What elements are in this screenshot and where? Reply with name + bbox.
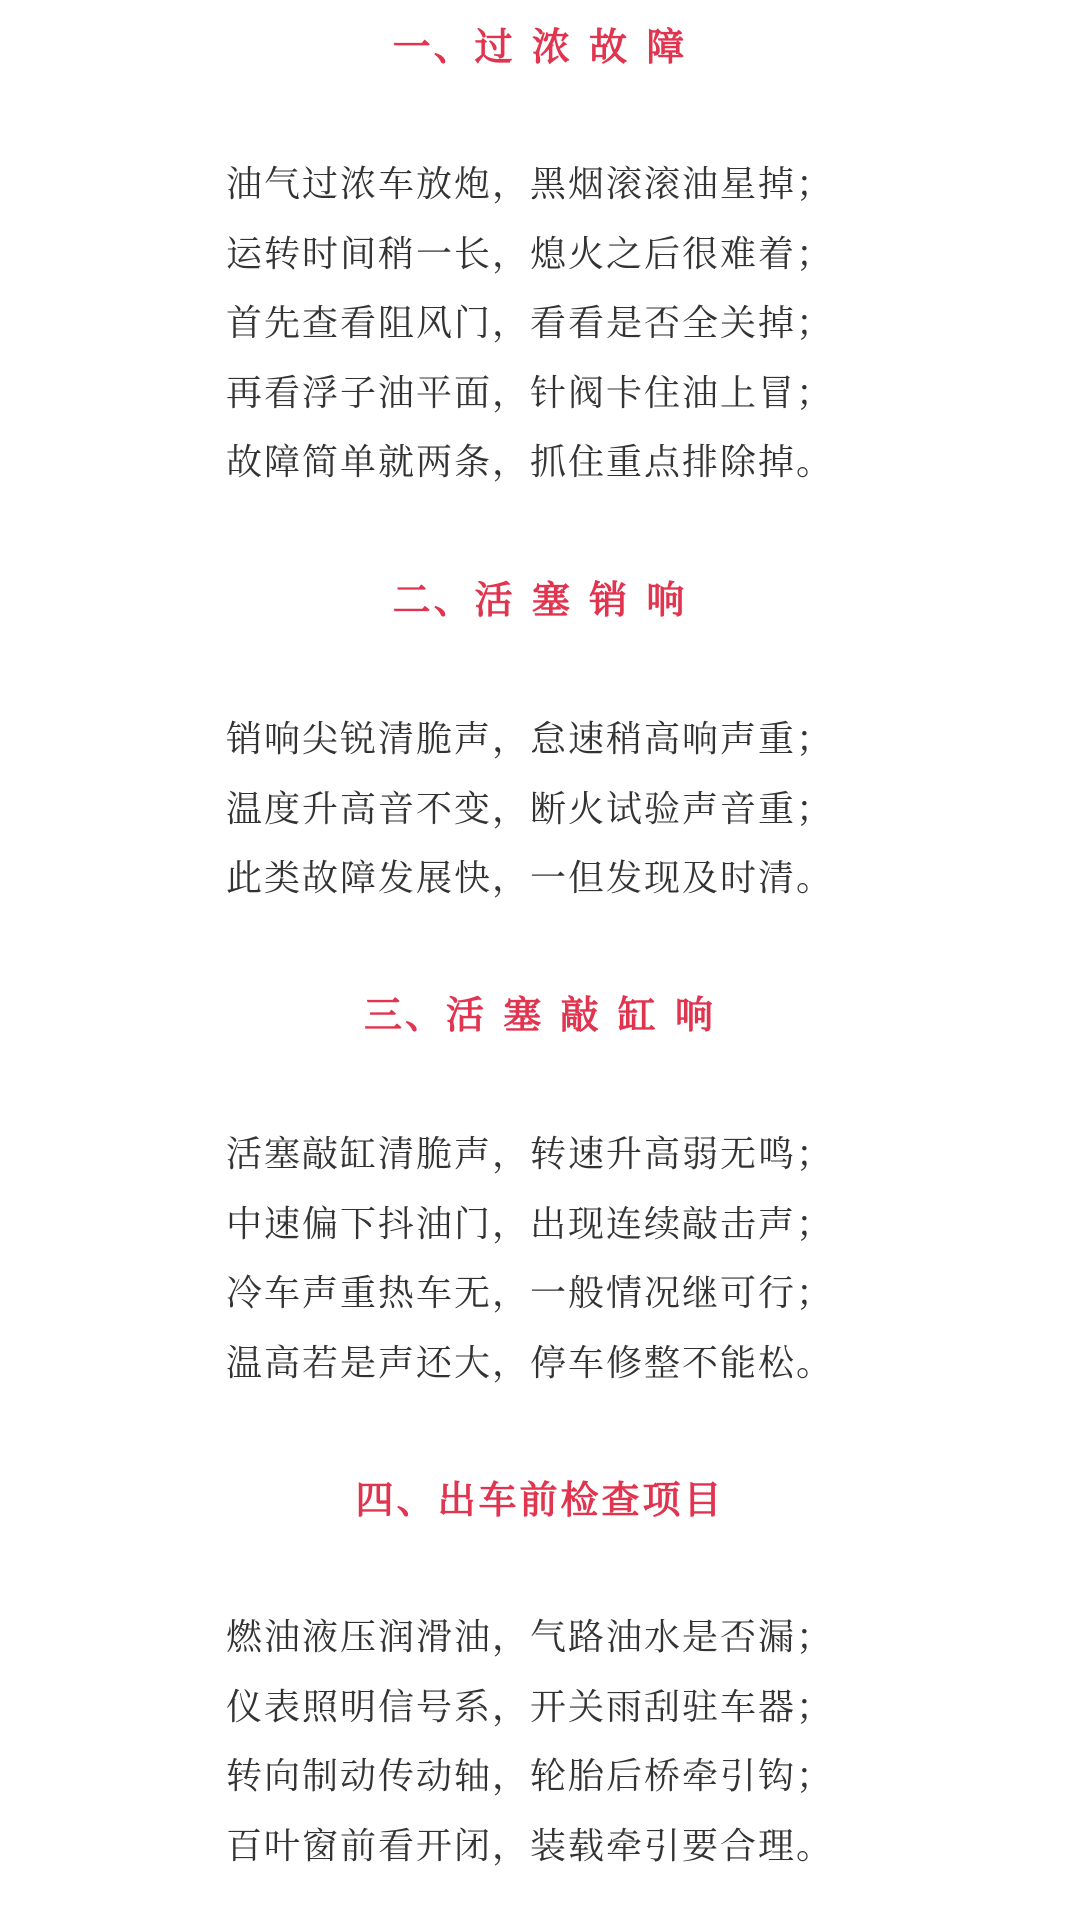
section-verse-piston-pin-noise [226,705,926,914]
section-heading-piston-pin-noise: 二、活 塞 销 响 [392,578,688,622]
verse-line: 百叶窗前看开闭，装载牵引要合理。 [226,1825,835,1867]
verse-line: 运转时间稍一长，熄火之后很难着； [226,233,835,275]
verse-line: 活塞敲缸清脆声，转速升高弱无鸣； [226,1134,835,1175]
verse-line: 销响尖锐清脆声，怠速稍高响声重； [226,719,835,760]
verse-line: 仪表照明信号系，开关雨刮驻车器； [226,1686,835,1728]
verse-line: 温高若是声还大，停车修整不能松。 [226,1342,835,1384]
section-verse-overrich-fault [226,150,926,498]
section-heading-overrich-fault: 一、过 浓 故 障 [392,25,688,69]
verse-line: 再看浮子油平面，针阀卡住油上冒； [226,372,835,414]
verse-line: 首先查看阻风门，看看是否全关掉； [226,303,835,344]
section-heading-piston-slap-noise: 三、活 塞 敲 缸 响 [364,993,716,1037]
verse-line: 此类故障发展快，一但发现及时清。 [226,858,835,899]
verse-line: 转向制动传动轴，轮胎后桥牵引钩； [226,1756,835,1797]
section-heading-pre-departure-checks: 四、出车前检查项目 [355,1478,725,1522]
verse-line: 油气过浓车放炮，黑烟滚滚油星掉； [226,164,835,205]
section-verse-piston-slap-noise [226,1120,926,1398]
verse-line: 温度升高音不变，断火试验声音重； [226,788,835,830]
verse-line: 故障简单就两条，抓住重点排除掉。 [226,442,835,483]
verse-line: 冷车声重热车无，一般情况继可行； [226,1273,835,1314]
verse-line: 中速偏下抖油门，出现连续敲击声； [226,1203,835,1245]
verse-line: 燃油液压润滑油，气路油水是否漏； [226,1617,835,1658]
section-verse-pre-departure-checks [226,1603,926,1881]
